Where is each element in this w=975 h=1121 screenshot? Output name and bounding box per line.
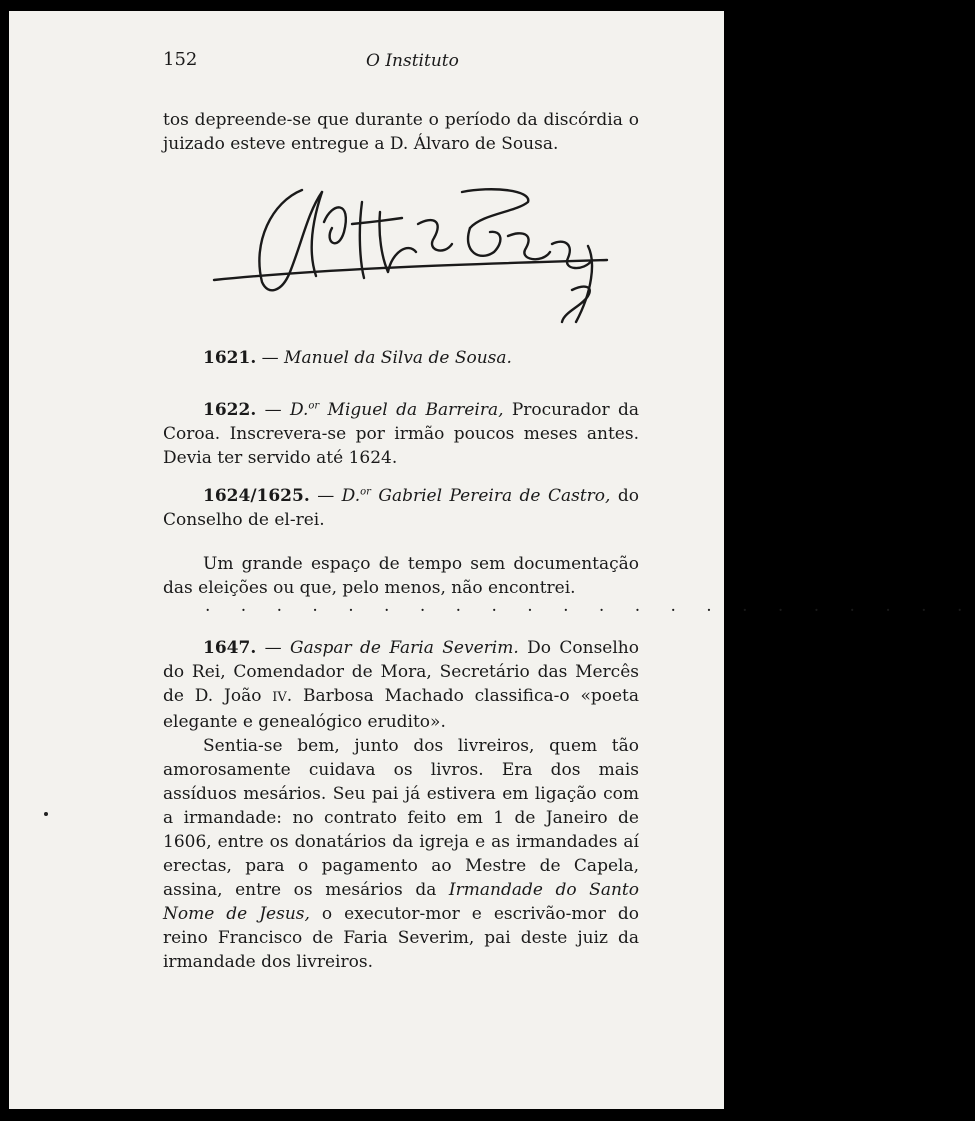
page-header [163, 49, 643, 79]
ellipsis-row: . . . . . . . . . . . . . . . . . . . . . . [205, 596, 975, 616]
entry-dash: — [256, 638, 291, 658]
entry-name: Gabriel Pereira de Castro, [370, 486, 611, 506]
entry-1622 [163, 398, 639, 470]
entry-title: D. [341, 486, 361, 506]
entry-rest: do Conselho de el-rei. [163, 486, 639, 530]
entry-roman: IV [272, 690, 287, 705]
entry-title-sup: or [360, 486, 371, 498]
margin-mark [44, 812, 48, 816]
entry-title: D. [289, 400, 309, 420]
entry-name: Gaspar de Faria Severim. [290, 638, 519, 658]
entry-1624-1625 [163, 484, 639, 532]
page-number: 152 [163, 49, 198, 70]
entry-year: 1622. [203, 400, 257, 420]
entry-name: Miguel da Barreira, [319, 400, 504, 420]
signature-image [212, 172, 612, 332]
para2-italic: Irmandade do Santo Nome de Jesus, [163, 880, 639, 924]
entry-1647 [163, 636, 639, 974]
entry-year: 1624/1625. [203, 486, 310, 506]
para2-a: Sentia-se bem, junto dos livreiros, quem tão amorosamente cuidava os livros. Era dos mais assíduos mesários. Seu pai já estivera em ligação com a irmandade: no contrato feito em 1 de Janeiro de 1606, entre os donatários da igreja e as irmandades aí erectas, para o pagamento ao Mestre de Capela, assina, entre os mesários da [163, 736, 639, 900]
entry-year: 1647. [203, 638, 257, 658]
gap-note [163, 552, 639, 600]
para2-b: o executor-mor e escrivão-mor do reino Francisco de Faria Severim, pai deste juiz da irmandade dos livreiros. [163, 904, 639, 972]
entry-dash: — [256, 348, 285, 368]
signature-svg [212, 172, 612, 332]
entry-rest-b: . Barbosa Machado classifica-o «poeta elegante e genealógico erudito». [163, 686, 639, 732]
entry-name: Manuel da Silva de Sousa. [284, 348, 512, 368]
entry-dash: — [309, 486, 342, 506]
entry-year: 1621. [203, 348, 257, 368]
intro-text: tos depreende-se que durante o período da discórdia o juizado esteve entregue a D. Álvaro de Sousa. [163, 110, 639, 154]
gap-note-text: Um grande espaço de tempo sem documentação das eleições ou que, pelo menos, não encontrei. [163, 554, 639, 598]
running-title: O Instituto [366, 51, 459, 71]
entry-1621 [163, 346, 639, 370]
entry-dash: — [256, 400, 290, 420]
entry-rest: Procurador da Coroa. Inscrevera-se por irmão poucos meses antes. Devia ter servido até 1624. [163, 400, 639, 468]
entry-title-sup: or [308, 400, 320, 412]
entry-rest-a: Do Conselho do Rei, Comendador de Mora, Secretário das Mercês de D. João [163, 638, 639, 706]
intro-paragraph [163, 108, 639, 156]
